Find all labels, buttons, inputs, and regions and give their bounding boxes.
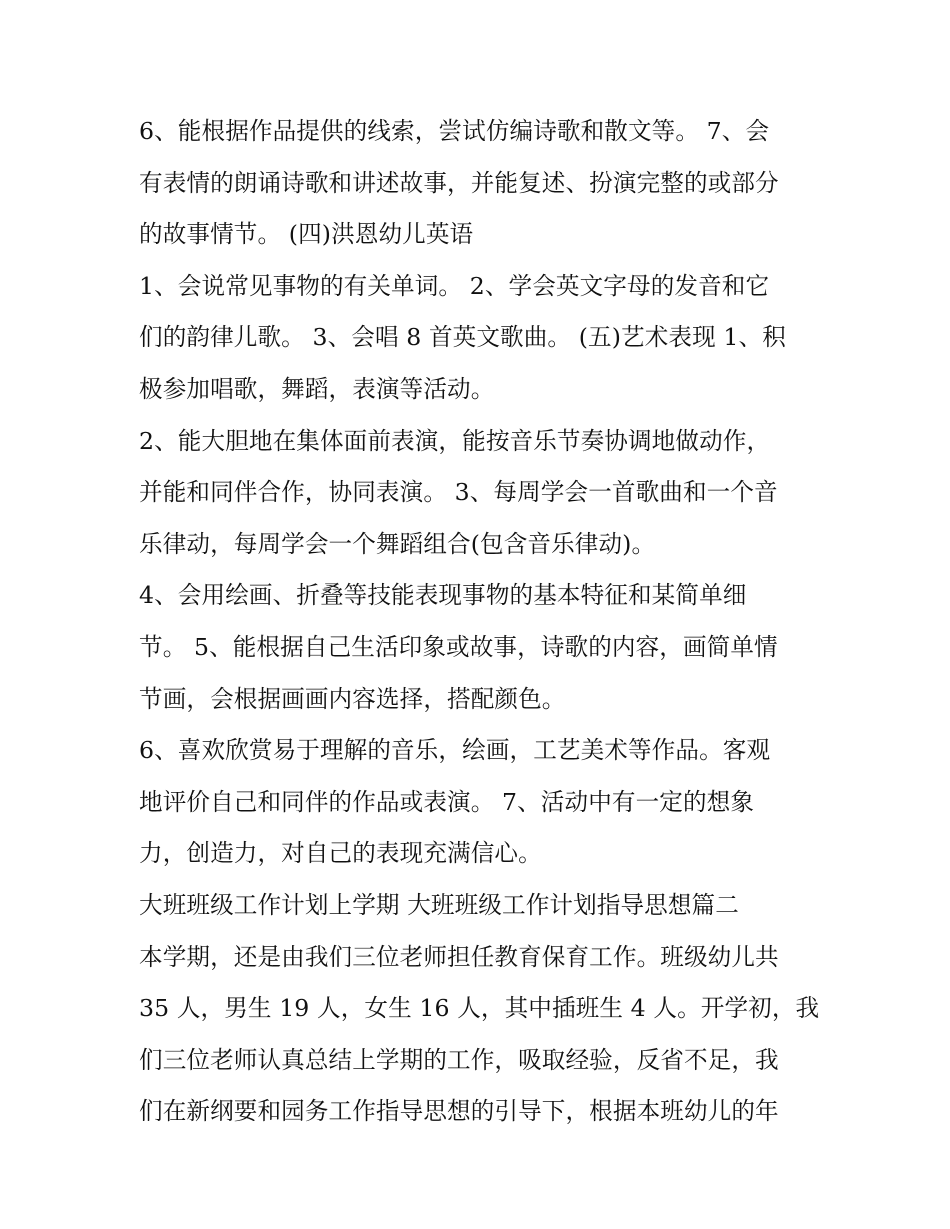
text-line: 力，创造力，对自己的表现充满信心。 [139,839,542,868]
section-heading: 大班班级工作计划上学期 大班班级工作计划指导思想篇二 [139,890,739,919]
text-line: 节画，会根据画画内容选择，搭配颜色。 [139,684,566,713]
text-line: 的故事情节。 (四)洪恩幼儿英语 [139,220,474,249]
text-line: 们三位老师认真总结上学期的工作，吸取经验，反省不足，我 [139,1045,779,1074]
text-line: 6、能根据作品提供的线索，尝试仿编诗歌和散文等。 7、会 [139,117,770,145]
document-body [139,106,819,1138]
text-line: 本学期，还是由我们三位老师担任教育保育工作。班级幼儿共 [139,942,779,971]
text-line: 1、会说常见事物的有关单词。 2、学会英文字母的发音和它 [139,271,770,300]
text-line: 6、喜欢欣赏易于理解的音乐，绘画，工艺美术等作品。客观 [139,736,771,765]
text-line: 乐律动，每周学会一个舞蹈组合(包含音乐律动)。 [139,529,656,558]
text-line: 们的韵律儿歌。 3、会唱 8 首英文歌曲。 (五)艺术表现 1、积 [139,323,786,352]
text-line: 们在新纲要和园务工作指导思想的引导下，根据本班幼儿的年 [139,1097,779,1126]
text-line: 并能和同伴合作，协同表演。 3、每周学会一首歌曲和一个音 [139,478,778,507]
text-line: 4、会用绘画、折叠等技能表现事物的基本特征和某简单细 [139,581,747,610]
text-line: 35 人，男生 19 人，女生 16 人，其中插班生 4 人。开学初，我 [139,994,820,1023]
text-line: 极参加唱歌，舞蹈，表演等活动。 [139,374,495,403]
text-line: 地评价自己和同伴的作品或表演。 7、活动中有一定的想象 [139,787,755,816]
text-line: 有表情的朗诵诗歌和讲述故事，并能复述、扮演完整的或部分 [139,168,779,197]
text-line: 节。 5、能根据自己生活印象或故事，诗歌的内容，画简单情 [139,632,778,661]
text-line: 2、能大胆地在集体面前表演，能按音乐节奏协调地做动作， [139,426,771,455]
